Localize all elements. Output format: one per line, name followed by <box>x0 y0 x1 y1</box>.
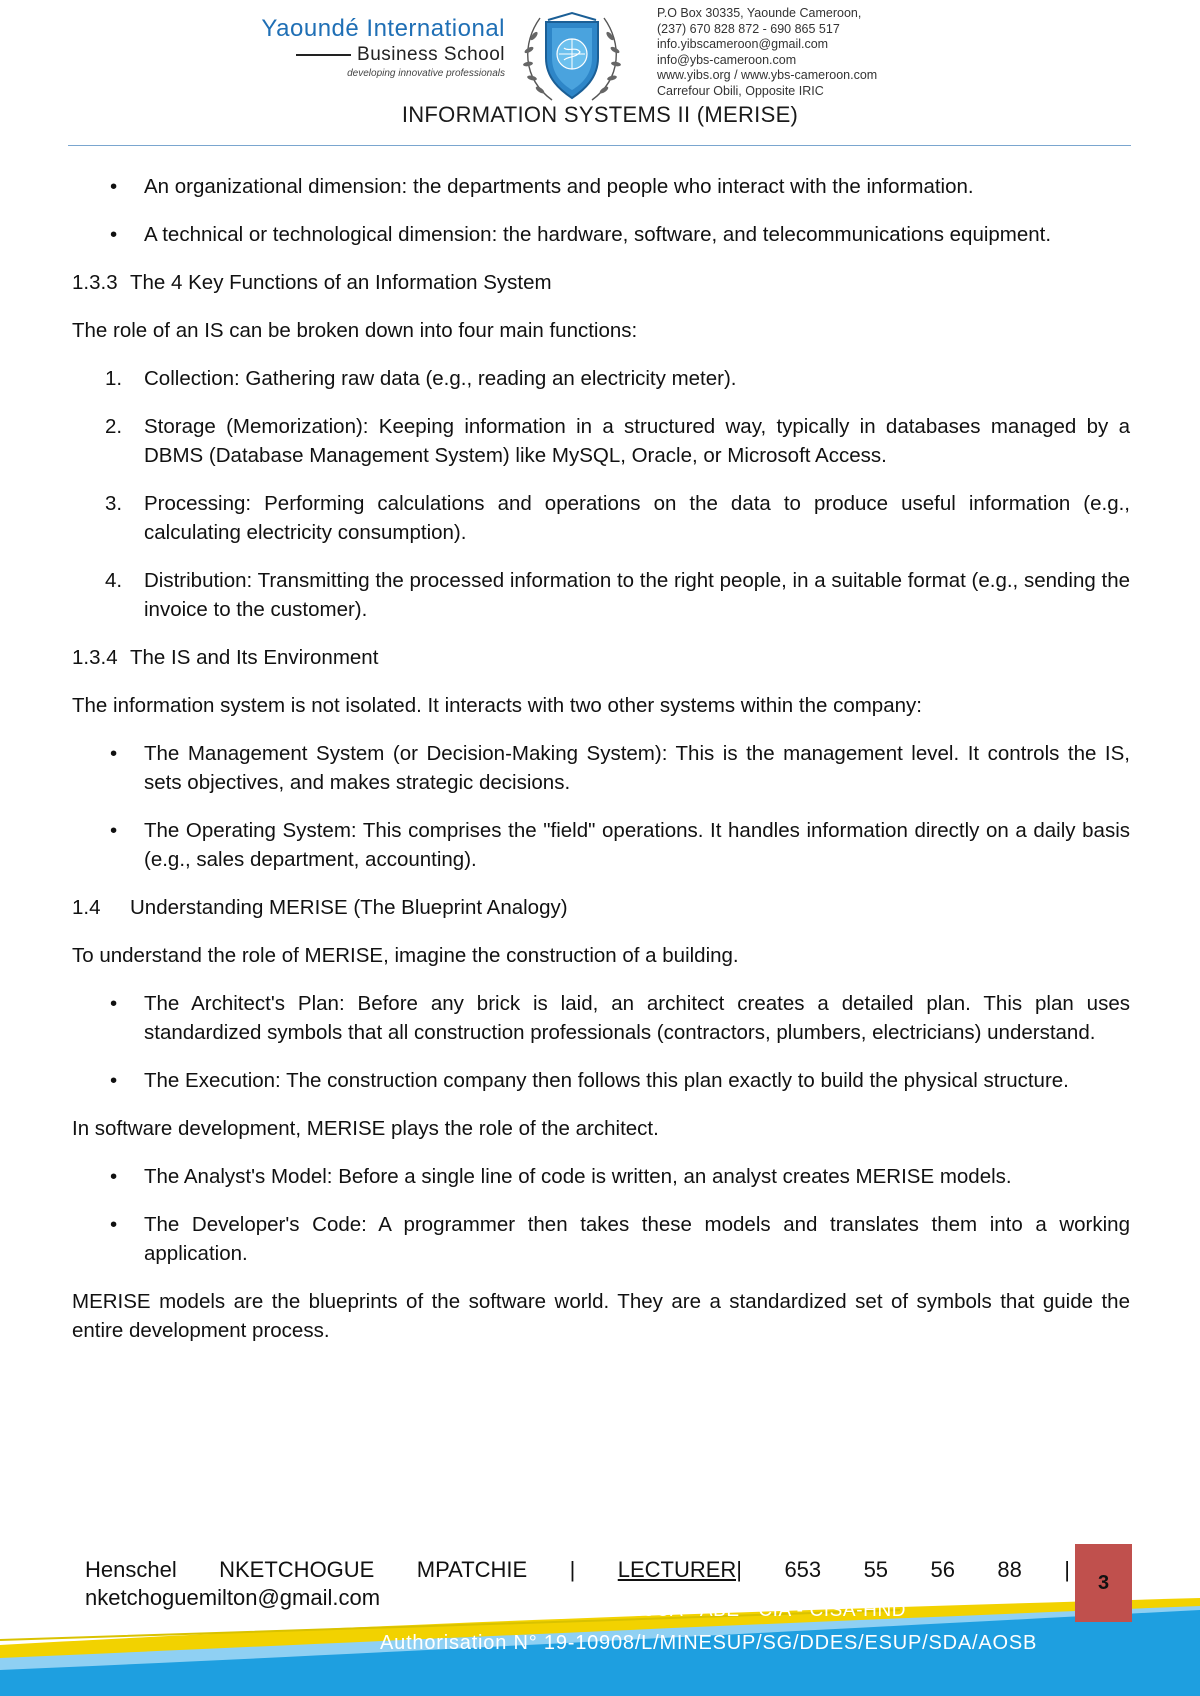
header-divider <box>68 145 1131 146</box>
contact-websites: www.yibs.org / www.ybs-cameroon.com <box>657 68 878 82</box>
contact-email-1: info.yibscameroon@gmail.com <box>657 37 829 51</box>
footer-programs: MBA - BSc.-ACCA - ABE - CIA - CISA-HND <box>518 1600 907 1621</box>
contact-phone: (237) 670 828 872 - 690 865 517 <box>657 21 840 36</box>
paragraph-environment-intro: The information system is not isolated. It interacts with two other systems within the company: <box>72 694 922 717</box>
section-heading-1-4: 1.4 Understanding MERISE (The Blueprint Analogy) <box>72 896 568 919</box>
list-item: • The Operating System: This comprises the "field" operations. It handles information directly on a daily basis (e.g., sales department, accounting). <box>144 816 1130 874</box>
school-tagline: developing innovative professionals <box>347 68 505 79</box>
functions-list <box>72 364 1130 624</box>
list-item: 1. Collection: Gathering raw data (e.g., reading an electricity meter). <box>105 367 737 390</box>
school-subname: Business School <box>357 44 505 65</box>
systems-list <box>72 739 1130 874</box>
page-number: 3 <box>1075 1544 1132 1622</box>
bullet-icon: • <box>110 992 118 1015</box>
list-item: 2. Storage (Memorization): Keeping information in a structured way, typically in databases managed by a DBMS (Database Management System) like MySQL, Oracle, or Microsoft Access. <box>105 415 1130 467</box>
document-body <box>72 172 1130 1364</box>
list-item: • An organizational dimension: the departments and people who interact with the information. <box>144 172 1130 201</box>
bullet-icon: • <box>110 175 118 198</box>
contact-block <box>657 6 987 99</box>
bullet-icon: • <box>110 1069 118 1092</box>
contact-location: Carrefour Obili, Opposite IRIC <box>657 83 824 98</box>
footer-authorisation: Authorisation N° 19-10908/L/MINESUP/SG/DDES/ESUP/SDA/AOSB <box>380 1632 1038 1654</box>
contact-email-2: info@ybs-cameroon.com <box>657 52 797 67</box>
footer-email[interactable]: nketchoguemilton@gmail.com <box>85 1585 381 1610</box>
contact-address: P.O Box 30335, Yaounde Cameroon, <box>657 6 862 20</box>
section-heading-1-3-4: 1.3.4 The IS and Its Environment <box>72 646 379 669</box>
page-footer <box>0 1540 1200 1696</box>
software-list <box>72 1162 1130 1268</box>
bullet-icon: • <box>110 1165 118 1188</box>
building-list <box>72 989 1130 1095</box>
school-crest-icon <box>512 8 632 108</box>
bullet-icon: • <box>110 742 118 765</box>
page-header <box>0 0 1200 150</box>
bullet-icon: • <box>110 223 118 246</box>
bullet-icon: • <box>110 1213 118 1236</box>
list-item: • The Architect's Plan: Before any brick is laid, an architect creates a detailed plan. This plan uses standardized symbols that all construction professionals (contractors, plumbers, electricians) understand. <box>144 989 1130 1047</box>
bullet-icon: • <box>110 819 118 842</box>
list-item: • The Developer's Code: A programmer then takes these models and translates them into a working application. <box>144 1210 1130 1268</box>
brand-rule <box>296 54 351 56</box>
list-item: • The Analyst's Model: Before a single line of code is written, an analyst creates MERISE models. <box>144 1162 1130 1191</box>
list-item: • The Management System (or Decision-Making System): This is the management level. It controls the IS, sets objectives, and makes strategic decisions. <box>144 739 1130 797</box>
paragraph-merise-intro: To understand the role of MERISE, imagine the construction of a building. <box>72 944 739 967</box>
footer-author-line: Henschel NKETCHOGUE MPATCHIE | LECTURER| 653 55 56 88 | <box>85 1557 1070 1582</box>
list-item: 3. Processing: Performing calculations and operations on the data to produce useful information (e.g., calculating electricity consumption). <box>105 492 1130 544</box>
list-item: • A technical or technological dimension: the hardware, software, and telecommunications equipment. <box>144 220 1130 249</box>
list-item: • The Execution: The construction company then follows this plan exactly to build the physical structure. <box>144 1066 1130 1095</box>
paragraph-functions-intro: The role of an IS can be broken down into four main functions: <box>72 319 638 342</box>
school-brand <box>260 16 505 80</box>
paragraph-software-intro: In software development, MERISE plays the role of the architect. <box>72 1117 659 1140</box>
course-title: INFORMATION SYSTEMS II (MERISE) <box>401 102 799 127</box>
section-heading-1-3-3: 1.3.3 The 4 Key Functions of an Information System <box>72 271 552 294</box>
school-name: Yaoundé International <box>261 15 505 42</box>
paragraph-conclusion: MERISE models are the blueprints of the software world. They are a standardized set of symbols that guide the entire development process. <box>72 1290 1130 1342</box>
list-item: 4. Distribution: Transmitting the processed information to the right people, in a suitable format (e.g., sending the invoice to the customer). <box>105 569 1130 621</box>
dimensions-list <box>72 172 1130 249</box>
